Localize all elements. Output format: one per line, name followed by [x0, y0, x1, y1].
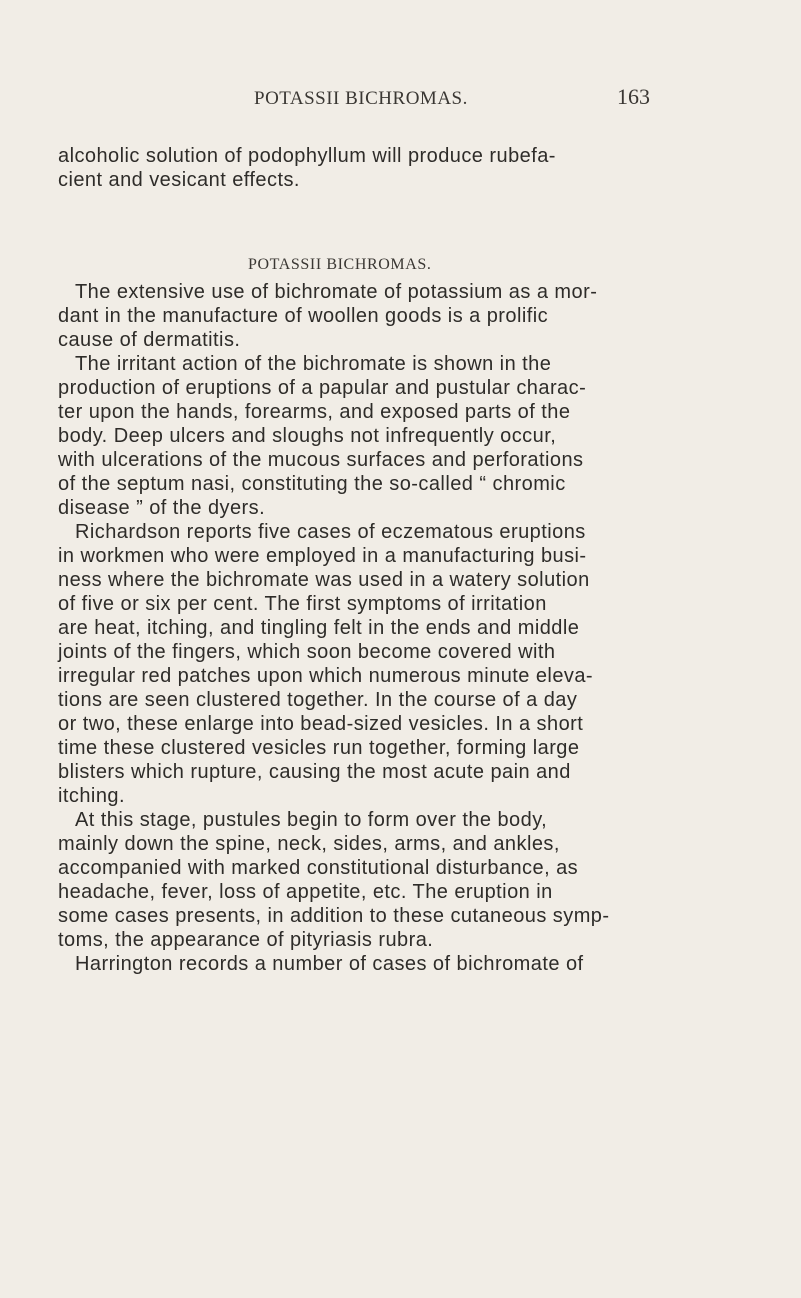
- text-line: disease ” of the dyers.: [58, 497, 266, 519]
- text-line: irregular red patches upon which numerous minute eleva-: [58, 665, 594, 687]
- text-line: with ulcerations of the mucous surfaces and perforations: [58, 449, 584, 471]
- page-number: 163: [617, 84, 650, 109]
- text-line: tions are seen clustered together. In the course of a day: [58, 689, 578, 711]
- text-line: or two, these enlarge into bead-sized vesicles. In a short: [58, 713, 584, 735]
- text-line: dant in the manufacture of woollen goods is a prolific: [58, 305, 549, 327]
- text-line: some cases presents, in addition to these cutaneous symp-: [58, 905, 610, 927]
- text-line: of the septum nasi, constituting the so-called “ chromic: [58, 473, 566, 495]
- text-line: production of eruptions of a papular and pustular charac-: [58, 377, 587, 399]
- text-line: ter upon the hands, forearms, and exposed parts of the: [58, 401, 571, 423]
- text-line: itching.: [58, 785, 125, 807]
- paragraph-first-line: The extensive use of bichromate of potassium as a mor-: [75, 281, 598, 303]
- paragraph-first-line: At this stage, pustules begin to form over the body,: [75, 809, 548, 831]
- text-line: cause of dermatitis.: [58, 329, 241, 351]
- running-head: POTASSII BICHROMAS.: [254, 88, 468, 109]
- text-line: mainly down the spine, neck, sides, arms, and ankles,: [58, 833, 560, 855]
- text-line: accompanied with marked constitutional disturbance, as: [58, 857, 579, 879]
- text-line: of five or six per cent. The first symptoms of irritation: [58, 593, 547, 615]
- text-line: ness where the bichromate was used in a watery solution: [58, 569, 590, 591]
- text-line: alcoholic solution of podophyllum will produce rubefa-: [58, 145, 556, 167]
- text-line: blisters which rupture, causing the most acute pain and: [58, 761, 571, 783]
- paragraph-first-line: The irritant action of the bichromate is shown in the: [75, 353, 552, 375]
- section-title: POTASSII BICHROMAS.: [248, 256, 432, 273]
- text-line: headache, fever, loss of appetite, etc. The eruption in: [58, 881, 553, 903]
- text-line: body. Deep ulcers and sloughs not infrequently occur,: [58, 425, 557, 447]
- text-line: joints of the fingers, which soon become covered with: [58, 641, 556, 663]
- text-line: in workmen who were employed in a manufacturing busi-: [58, 545, 587, 567]
- text-line: toms, the appearance of pityriasis rubra.: [58, 929, 434, 951]
- text-line: cient and vesicant effects.: [58, 169, 300, 191]
- page-header: [0, 84, 801, 118]
- paragraph-first-line: Richardson reports five cases of eczematous eruptions: [75, 521, 586, 543]
- text-line: time these clustered vesicles run together, forming large: [58, 737, 580, 759]
- text-line: are heat, itching, and tingling felt in the ends and middle: [58, 617, 580, 639]
- paragraph-first-line: Harrington records a number of cases of bichromate of: [75, 953, 584, 975]
